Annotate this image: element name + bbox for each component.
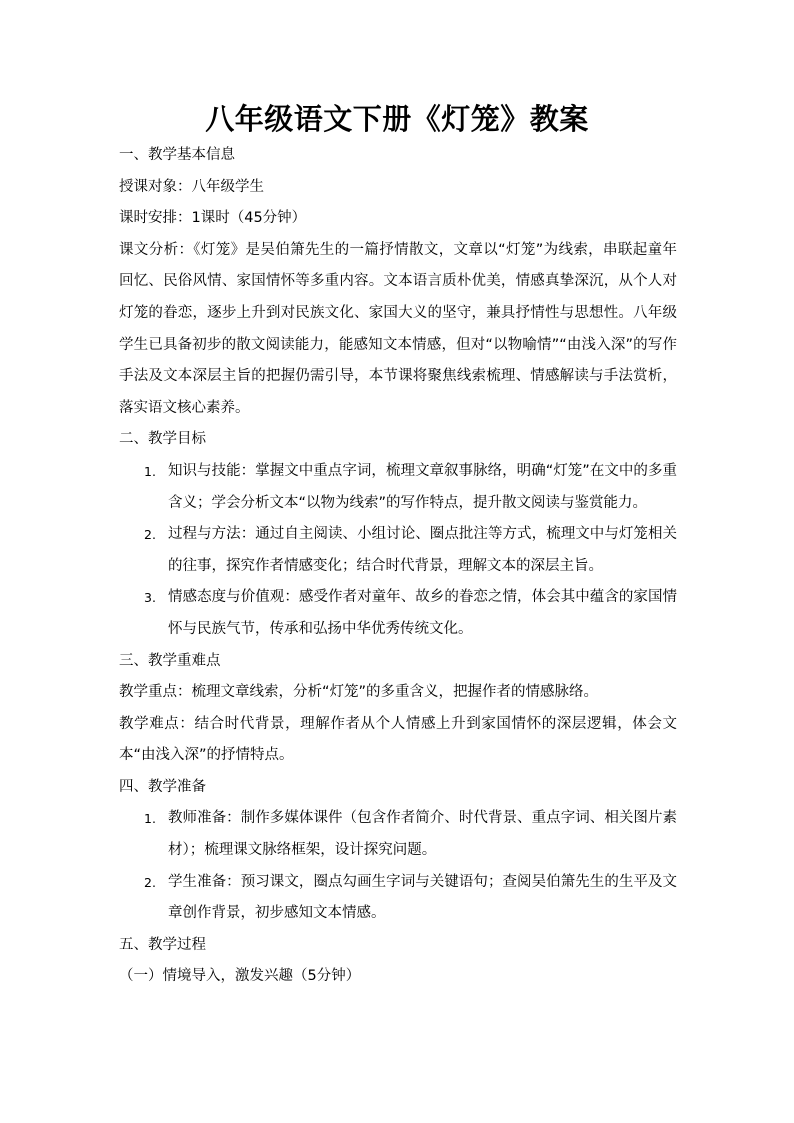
preparation-list xyxy=(119,803,677,929)
teaching-target: 授课对象：八年级学生 xyxy=(119,178,264,195)
preparation-item xyxy=(119,803,677,866)
difficult-point: 教学难点：结合时代背景，理解作者从个人情感上升到家国情怀的深层逻辑，体会文本“由浅入深”的抒情特点。 xyxy=(119,715,677,764)
key-point: 教学重点：梳理文章线索，分析“灯笼”的多重含义，把握作者的情感脉络。 xyxy=(119,684,599,701)
list-number: 1. xyxy=(144,811,156,827)
objective-text: 情感态度与价值观：感受作者对童年、故乡的眷恋之情，体会其中蕴含的家国情怀与民族气节，传承和弘扬中华优秀传统文化。 xyxy=(168,589,677,637)
list-number: 3. xyxy=(144,590,156,606)
section-heading-key-points: 三、教学重难点 xyxy=(119,652,221,669)
section-heading-basic-info: 一、教学基本信息 xyxy=(119,147,235,163)
list-number: 1. xyxy=(144,463,156,479)
process-step-heading: （一）情境导入，激发兴趣（5分钟） xyxy=(119,968,361,985)
objectives-list xyxy=(119,456,677,646)
document-body xyxy=(119,140,677,993)
objective-item xyxy=(119,582,677,645)
section-heading-objectives: 二、教学目标 xyxy=(119,431,206,448)
preparation-text: 学生准备：预习课文，圈点勾画生字词与关键语句；查阅吴伯箫先生的生平及文章创作背景，初步感知文本情感。 xyxy=(168,873,677,922)
class-time: 课时安排：1课时（45分钟） xyxy=(119,210,307,227)
list-number: 2. xyxy=(144,874,156,890)
list-number: 2. xyxy=(144,527,156,543)
section-heading-preparation: 四、教学准备 xyxy=(119,778,206,795)
objective-text: 过程与方法：通过自主阅读、小组讨论、圈点批注等方式，梳理文中与灯笼相关的往事，探究作者情感变化；结合时代背景，理解文本的深层主旨。 xyxy=(168,526,677,574)
section-heading-process: 五、教学过程 xyxy=(119,936,206,953)
text-analysis: 课文分析：《灯笼》是吴伯箫先生的一篇抒情散文，文章以“灯笼”为线索，串联起童年回忆、民俗风情、家国情怀等多重内容。文本语言质朴优美，情感真挚深沉，从个人对灯笼的眷恋，逐步上升到对民族文化、家国大义的坚守，兼具抒情性与思想性。八年级学生已具备初步的散文阅读能力，能感知文本情感，但对“以物喻情”“由浅入深”的写作手法及文本深层主旨的把握仍需引导，本节课将聚焦线索梳理、情感解读与手法赏析，落实语文核心素养。 xyxy=(119,241,677,416)
objective-item xyxy=(119,519,677,582)
preparation-item xyxy=(119,867,677,930)
objective-item xyxy=(119,456,677,519)
preparation-text: 教师准备：制作多媒体课件（包含作者简介、时代背景、重点字词、相关图片素材）；梳理课文脉络框架，设计探究问题。 xyxy=(168,810,677,859)
objective-text: 知识与技能：掌握文中重点字词，梳理文章叙事脉络，明确“灯笼”在文中的多重含义；学会分析文本“以物为线索”的写作特点，提升散文阅读与鉴赏能力。 xyxy=(168,462,677,511)
document-title: 八年级语文下册《灯笼》教案 xyxy=(205,102,589,136)
